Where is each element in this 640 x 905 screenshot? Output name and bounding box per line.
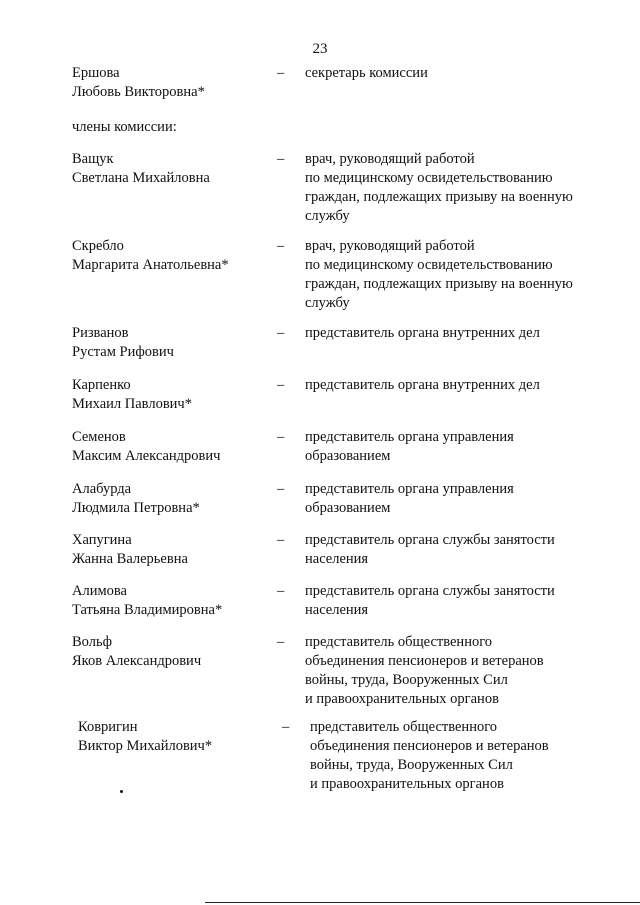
dash-separator: –: [277, 634, 285, 650]
member-name: Карпенко Михаил Павлович*: [72, 377, 192, 412]
dash-separator: –: [282, 719, 290, 735]
member-name: Ковригин Виктор Михайлович*: [78, 719, 213, 754]
member-name: Алабурда Людмила Петровна*: [72, 481, 200, 516]
member-name: Вольф Яков Александрович: [72, 634, 202, 669]
member-role: представитель общественного объединения пенсионеров и ветеранов войны, труда, Вооруженных Сил и правоохранительных органов: [310, 719, 549, 792]
dash-separator: –: [277, 583, 285, 599]
dash-separator: –: [277, 151, 285, 167]
member-role: врач, руководящий работой по медицинскому освидетельствованию граждан, подлежащих призыву на военную службу: [305, 238, 573, 311]
member-role: секретарь комиссии: [305, 65, 428, 81]
member-name: Алимова Татьяна Владимировна*: [72, 583, 223, 618]
dash-separator: –: [277, 481, 285, 497]
dash-separator: –: [277, 238, 285, 254]
member-role: представитель органа управления образованием: [305, 429, 514, 464]
member-role: представитель органа управления образованием: [305, 481, 514, 516]
dash-separator: –: [277, 65, 285, 81]
member-name: Ризванов Рустам Рифович: [72, 325, 174, 360]
dash-separator: –: [277, 532, 285, 548]
member-role: врач, руководящий работой по медицинскому освидетельствованию граждан, подлежащих призыву на военную службу: [305, 151, 573, 224]
page-number: 23: [312, 41, 328, 57]
bottom-rule: [205, 902, 640, 903]
member-name: Семенов Максим Александрович: [72, 429, 221, 464]
member-role: представитель общественного объединения пенсионеров и ветеранов войны, труда, Вооруженных Сил и правоохранительных органов: [305, 634, 544, 707]
dash-separator: –: [277, 377, 285, 393]
member-role: представитель органа службы занятости населения: [305, 583, 555, 618]
member-name: Хапугина Жанна Валерьевна: [72, 532, 188, 567]
member-name: Скребло Маргарита Анатольевна*: [72, 238, 229, 273]
member-role: представитель органа службы занятости населения: [305, 532, 555, 567]
members-label: члены комиссии:: [72, 119, 177, 135]
member-name: Ващук Светлана Михайловна: [72, 151, 210, 186]
stray-dot: [120, 790, 123, 793]
member-name: Ершова Любовь Викторовна*: [72, 65, 205, 100]
dash-separator: –: [277, 325, 285, 341]
member-role: представитель органа внутренних дел: [305, 325, 540, 341]
dash-separator: –: [277, 429, 285, 445]
member-role: представитель органа внутренних дел: [305, 377, 540, 393]
